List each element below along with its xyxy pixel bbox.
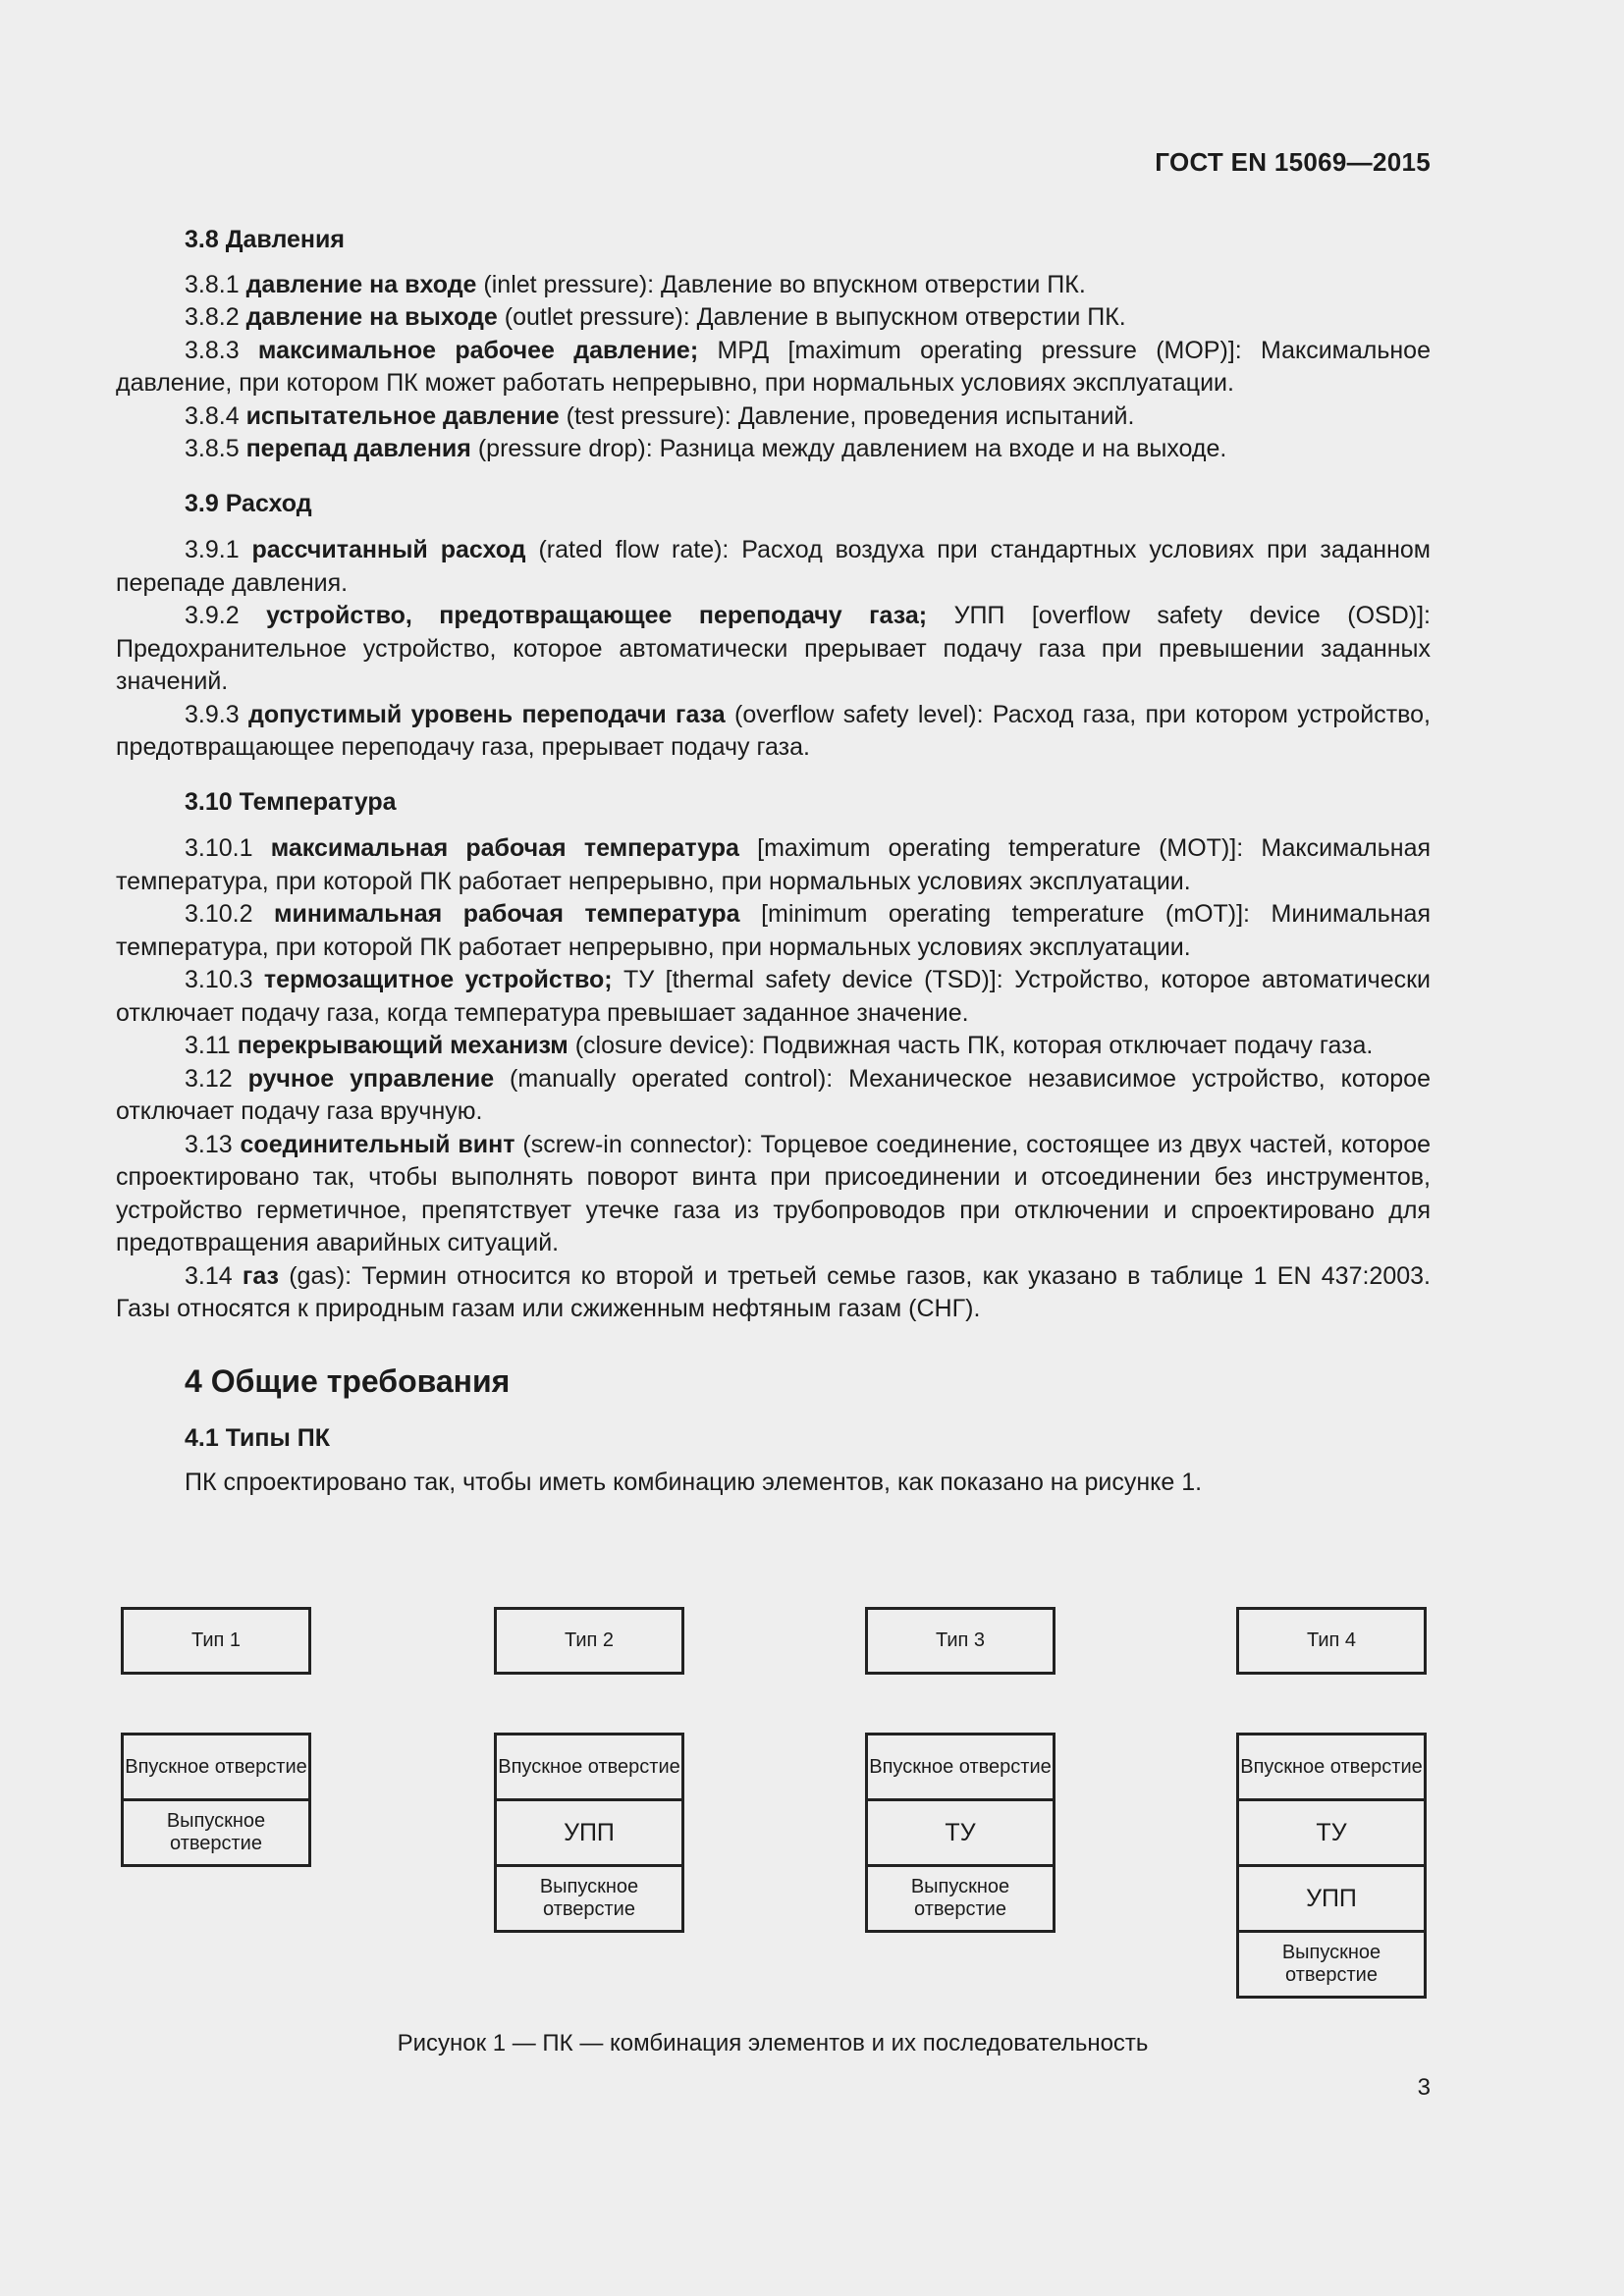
clause-3-8-2: 3.8.2 давление на выходе (outlet pressure): Давление в выпускном отверстии ПК. (185, 303, 1126, 331)
stack-cell-outlet: Выпускное отверстие (497, 1864, 681, 1930)
clause-4-1-text: ПК спроектировано так, чтобы иметь комбинацию элементов, как показано на рисунке 1. (185, 1468, 1203, 1496)
type-3-stack (865, 1733, 1056, 1933)
stack-cell-outlet: Выпускное отверстие (868, 1864, 1053, 1930)
clause-3-8-5: 3.8.5 перепад давления (pressure drop): Разница между давлением на входе и на выходе. (185, 435, 1227, 462)
section-title-4-1: 4.1 Типы ПК (185, 1423, 331, 1452)
clause-3-10-2: 3.10.2 минимальная рабочая температура [minimum operating temperature (mOT)]: Минимальная температура, при которой ПК работает непрерывно, при нормальных условиях эксплуатации. (116, 900, 1431, 961)
clause-3-13: 3.13 соединительный винт (screw-in connector): Торцевое соединение, состоящее из двух частей, которое спроектировано так, чтобы выполнять поворот винта при присоединении и отсоединении без инструментов, устройство герметичное, препятствует утечке газа из трубопроводов при отключении и спроектировано для предотвращения аварийных ситуаций. (116, 1130, 1432, 1256)
type-2-box: Тип 2 (494, 1607, 684, 1675)
clause-3-12: 3.12 ручное управление (manually operated control): Механическое независимое устройство, которое отключает подачу газа вручную. (116, 1064, 1431, 1125)
section-title-3-8: 3.8 Давления (185, 226, 345, 253)
clause-3-9-1: 3.9.1 рассчитанный расход (rated flow rate): Расход воздуха при стандартных условиях при заданном перепаде давления. (116, 536, 1431, 597)
document-body (116, 224, 1431, 1500)
stack-cell-tsd: ТУ (868, 1798, 1053, 1864)
stack-cell-inlet: Впускное отверстие (498, 1755, 680, 1778)
type-1-stack (121, 1733, 311, 1867)
document-header: ГОСТ EN 15069—2015 (1155, 147, 1431, 177)
type-4-box: Тип 4 (1236, 1607, 1427, 1675)
clause-3-9-2: 3.9.2 устройство, предотвращающее переподачу газа; УПП [overflow safety device (OSD)]: Предохранительное устройство, которое автоматически прерывает подачу газа при превышении заданных значений. (116, 602, 1431, 695)
figure-caption: Рисунок 1 — ПК — комбинация элементов и их последовательность (397, 2030, 1149, 2056)
clause-3-10-3: 3.10.3 термозащитное устройство; ТУ [thermal safety device (TSD)]: Устройство, которое автоматически отключает подачу газа, когда температура превышает заданное значение. (116, 966, 1431, 1027)
type-2-stack (494, 1733, 684, 1933)
clause-3-10-1: 3.10.1 максимальная рабочая температура [maximum operating temperature (MOT)]: Максимальная температура, при которой ПК работает непрерывно, при нормальных условиях эксплуатации. (116, 834, 1432, 895)
section-title-3-10: 3.10 Температура (185, 787, 397, 816)
clause-3-8-3: 3.8.3 максимальное рабочее давление; МРД [maximum operating pressure (MOP)]: Максимальное давление, при котором ПК может работать непрерывно, при нормальных условиях эксплуатации. (116, 336, 1431, 397)
clause-3-8-4: 3.8.4 испытательное давление (test pressure): Давление, проведения испытаний. (185, 401, 1135, 430)
page-number: 3 (1417, 2074, 1431, 2101)
clause-3-11: 3.11 перекрывающий механизм (closure device): Подвижная часть ПК, которая отключает подачу газа. (185, 1032, 1374, 1059)
type-1-box: Тип 1 (121, 1607, 311, 1675)
chapter-title-4: 4 Общие требования (185, 1362, 511, 1399)
type-3-box: Тип 3 (865, 1607, 1056, 1675)
stack-cell-inlet: Впускное отверстие (869, 1755, 1052, 1778)
stack-cell-outlet: Выпускное отверстие (1239, 1930, 1424, 1996)
stack-cell-inlet: Впускное отверстие (125, 1755, 307, 1778)
stack-cell-outlet: Выпускное отверстие (124, 1798, 308, 1864)
clause-3-8-1: 3.8.1 давление на входе (inlet pressure): Давление во впускном отверстии ПК. (185, 270, 1086, 298)
stack-cell-osd: УПП (1239, 1864, 1424, 1930)
stack-cell-osd: УПП (497, 1798, 681, 1864)
clause-3-14: 3.14 газ (gas): Термин относится ко второй и третьей семье газов, как указано в таблице 1 EN 437:2003. Газы относятся к природным газам или сжиженным нефтяным газам (СНГ). (116, 1261, 1431, 1322)
stack-cell-tsd: ТУ (1239, 1798, 1424, 1864)
stack-cell-inlet: Впускное отверстие (1240, 1755, 1423, 1778)
type-4-stack (1236, 1733, 1427, 1999)
section-title-3-9: 3.9 Расход (185, 489, 312, 517)
clause-3-9-3: 3.9.3 допустимый уровень переподачи газа (overflow safety level): Расход газа, при котором устройство, предотвращающее переподачу газа, прерывает подачу газа. (116, 700, 1431, 761)
